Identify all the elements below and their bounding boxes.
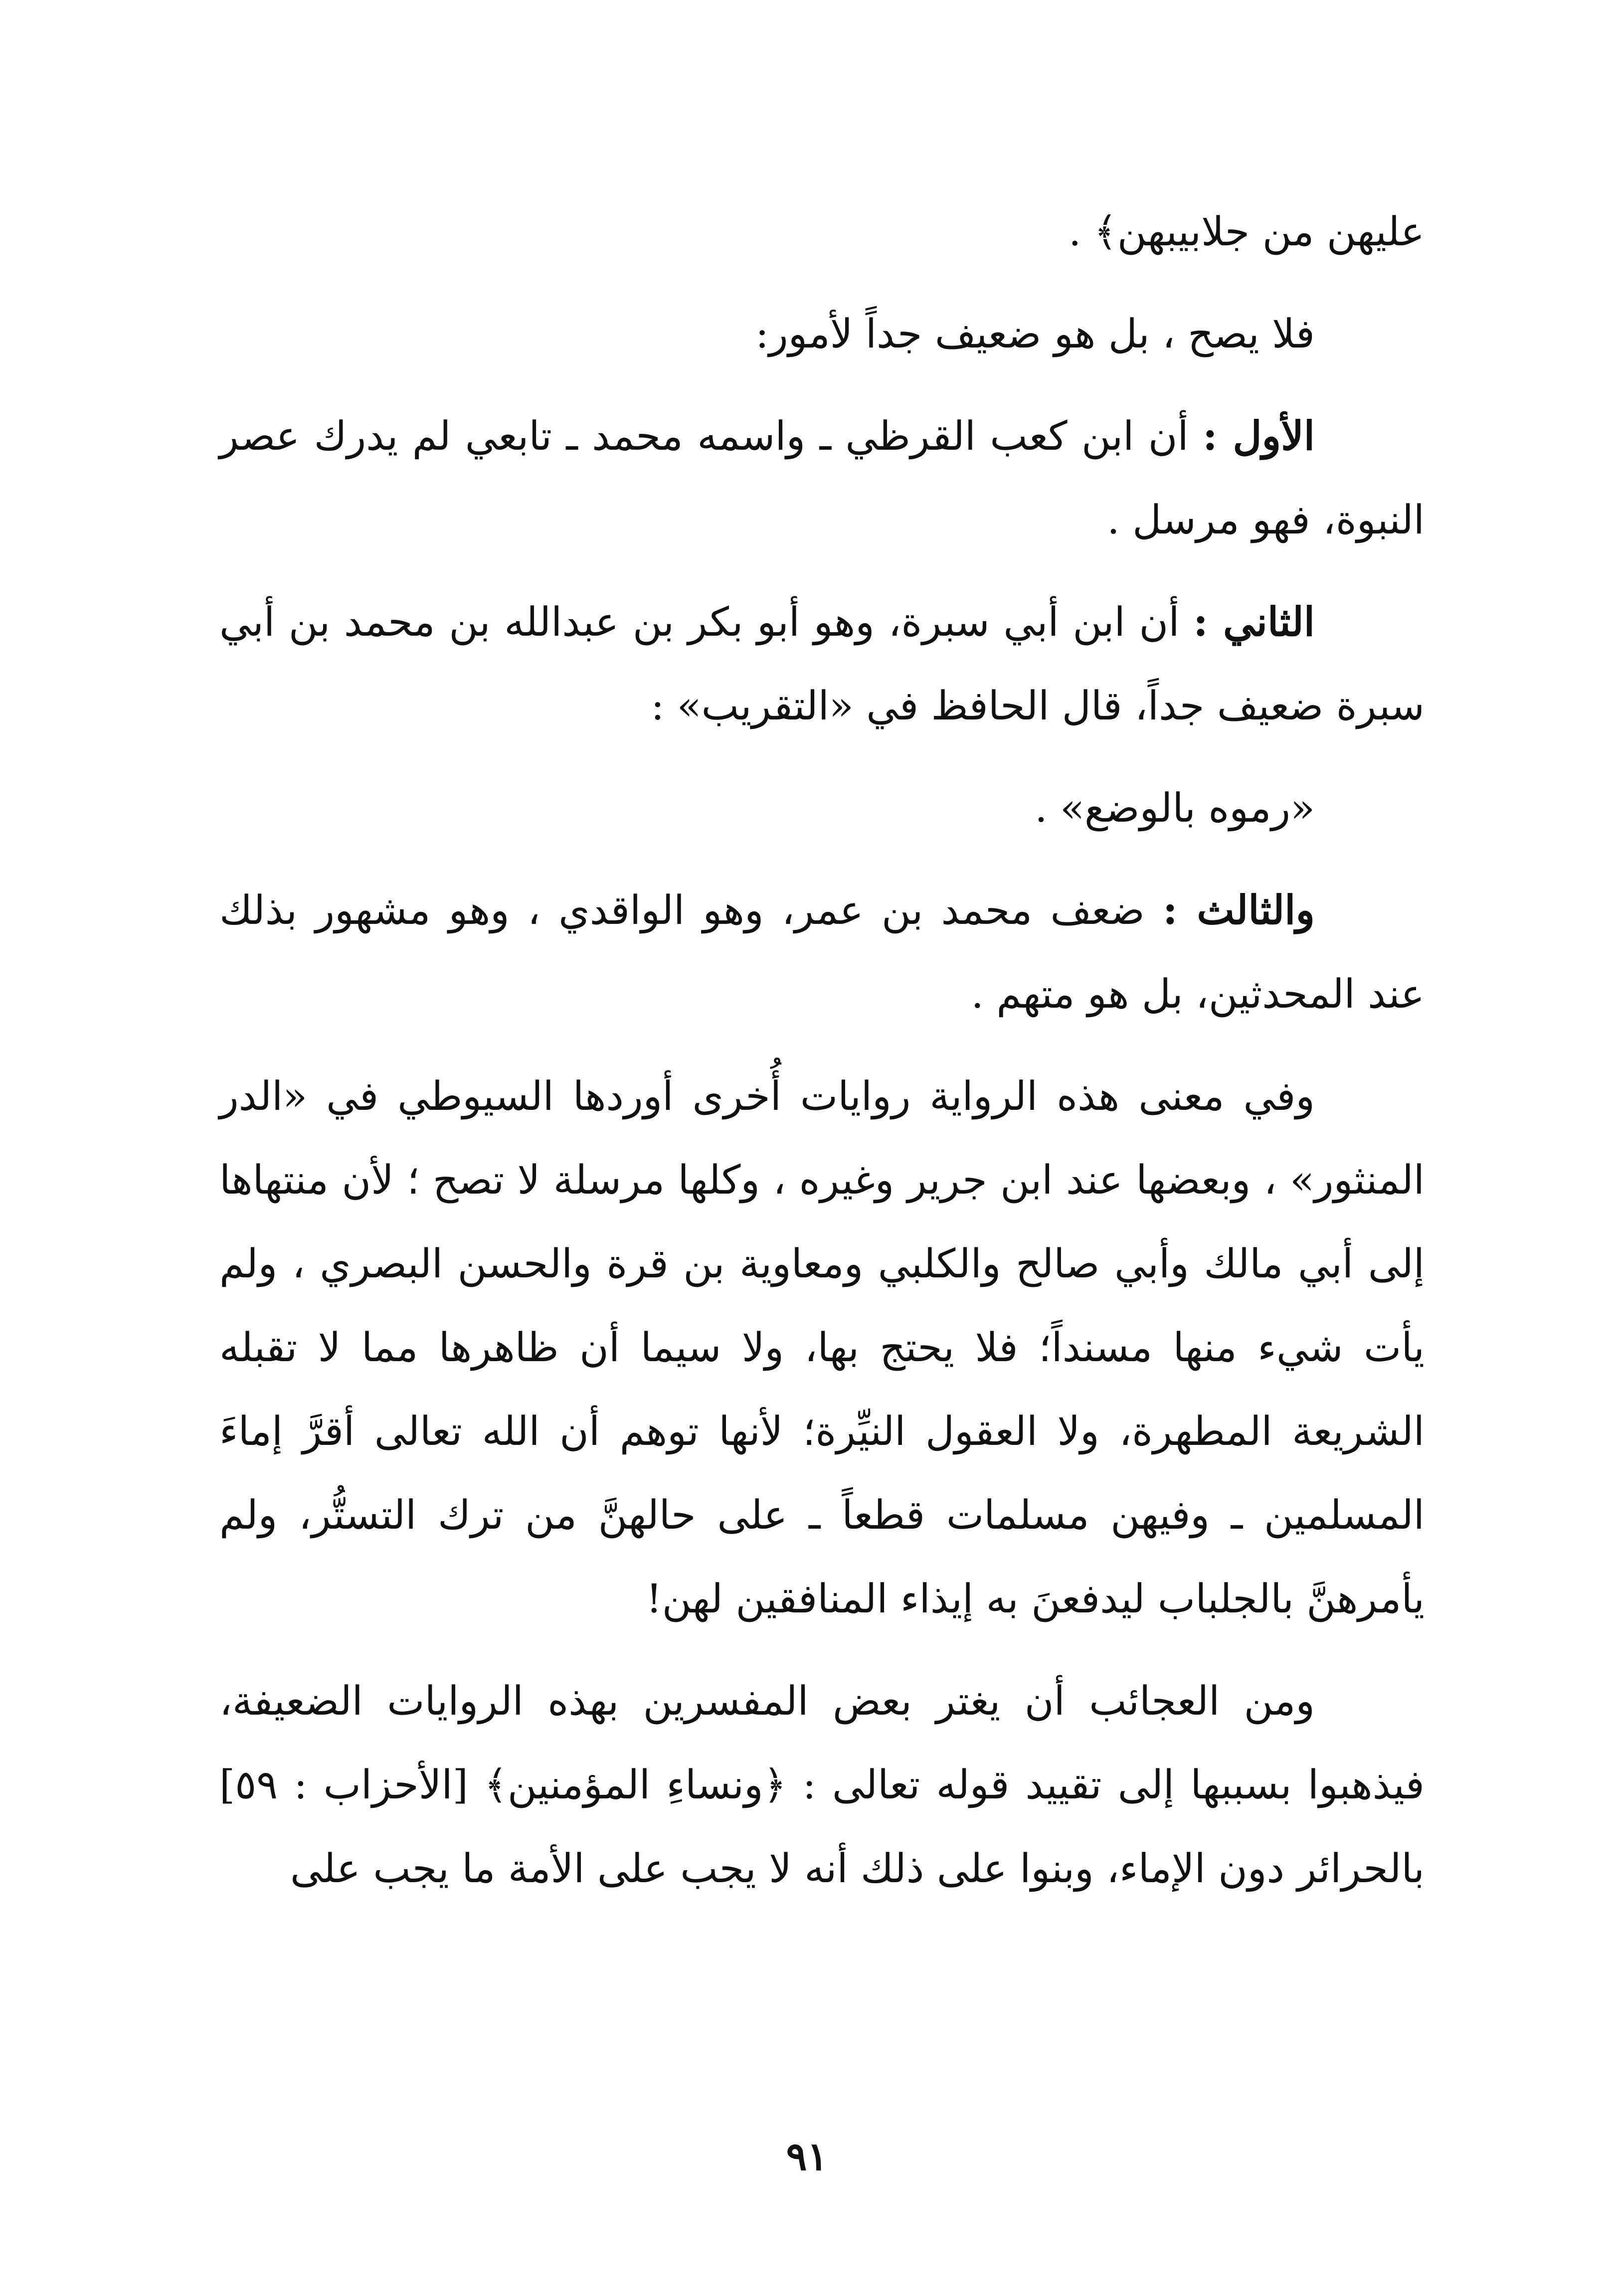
first-reason-text: أن ابن كعب القرظي ـ واسمه محمد ـ تابعي لم يدرك عصر النبوة، فهو مرسل . — [219, 413, 1425, 543]
second-reason-text: أن ابن أبي سبرة، وهو أبو بكر بن عبدالله بن محمد بن أبي سبرة ضعيف جداً، قال الحافظ في «التقريب» : — [219, 599, 1425, 729]
paragraph-other-narrations — [219, 1054, 1425, 1641]
second-reason-label: الثاني : — [1193, 598, 1315, 645]
paragraph-2 — [219, 292, 1425, 376]
paragraph-oddities — [219, 1659, 1425, 1911]
paragraph-1 — [219, 189, 1425, 274]
oddities-text: ومن العجائب أن يغتر بعض المفسرين بهذه الروايات الضعيفة، فيذهبوا بسببها إلى تقييد قوله تعالى : ﴿ونساءِ المؤمنين﴾ [الأحزاب : ٥٩] بالحرائر دون الإماء، وبنوا على ذلك أنه لا يجب على الأمة ما يجب على — [219, 1678, 1425, 1892]
paragraph-third-reason — [219, 868, 1425, 1036]
paragraph-2-text: فلا يصح ، بل هو ضعيف جداً لأمور: — [755, 311, 1315, 357]
body-text — [219, 189, 1425, 1929]
third-reason-label: والثالث : — [1163, 886, 1315, 933]
third-reason-text: ضعف محمد بن عمر، وهو الواقدي ، وهو مشهور بذلك عند المحدثين، بل هو متهم . — [219, 887, 1425, 1017]
first-reason-label: الأول : — [1203, 412, 1315, 459]
other-narrations-text: وفي معنى هذه الرواية روايات أُخرى أوردها السيوطي في «الدر المنثور» ، وبعضها عند ابن جرير وغيره ، وكلها مرسلة لا تصح ؛ لأن منتهاها إلى أبي مالك وأبي صالح والكلبي ومعاوية بن قرة والحسن البصري ، ولم يأت شيء منها مسنداً؛ فلا يحتج بها، ولا سيما أن ظاهرها مما لا تقبله الشريعة المطهرة، ولا العقول النيِّرة؛ لأنها توهم أن الله تعالى أقرَّ إماءَ المسلمين ـ وفيهن مسلمات قطعاً ـ على حالهنَّ من ترك التستُّر، ولم يأمرهنَّ بالجلباب ليدفعنَ به إيذاء المنافقين لهن! — [219, 1073, 1425, 1622]
paragraph-quote — [219, 766, 1425, 850]
paragraph-first-reason — [219, 394, 1425, 562]
quote-text: «رموه بالوضع» . — [1035, 785, 1315, 831]
paragraph-second-reason — [219, 580, 1425, 748]
page-number: ٩١ — [786, 2134, 828, 2179]
paragraph-1-text: عليهن من جلابيبهن﴾ . — [1069, 208, 1425, 255]
